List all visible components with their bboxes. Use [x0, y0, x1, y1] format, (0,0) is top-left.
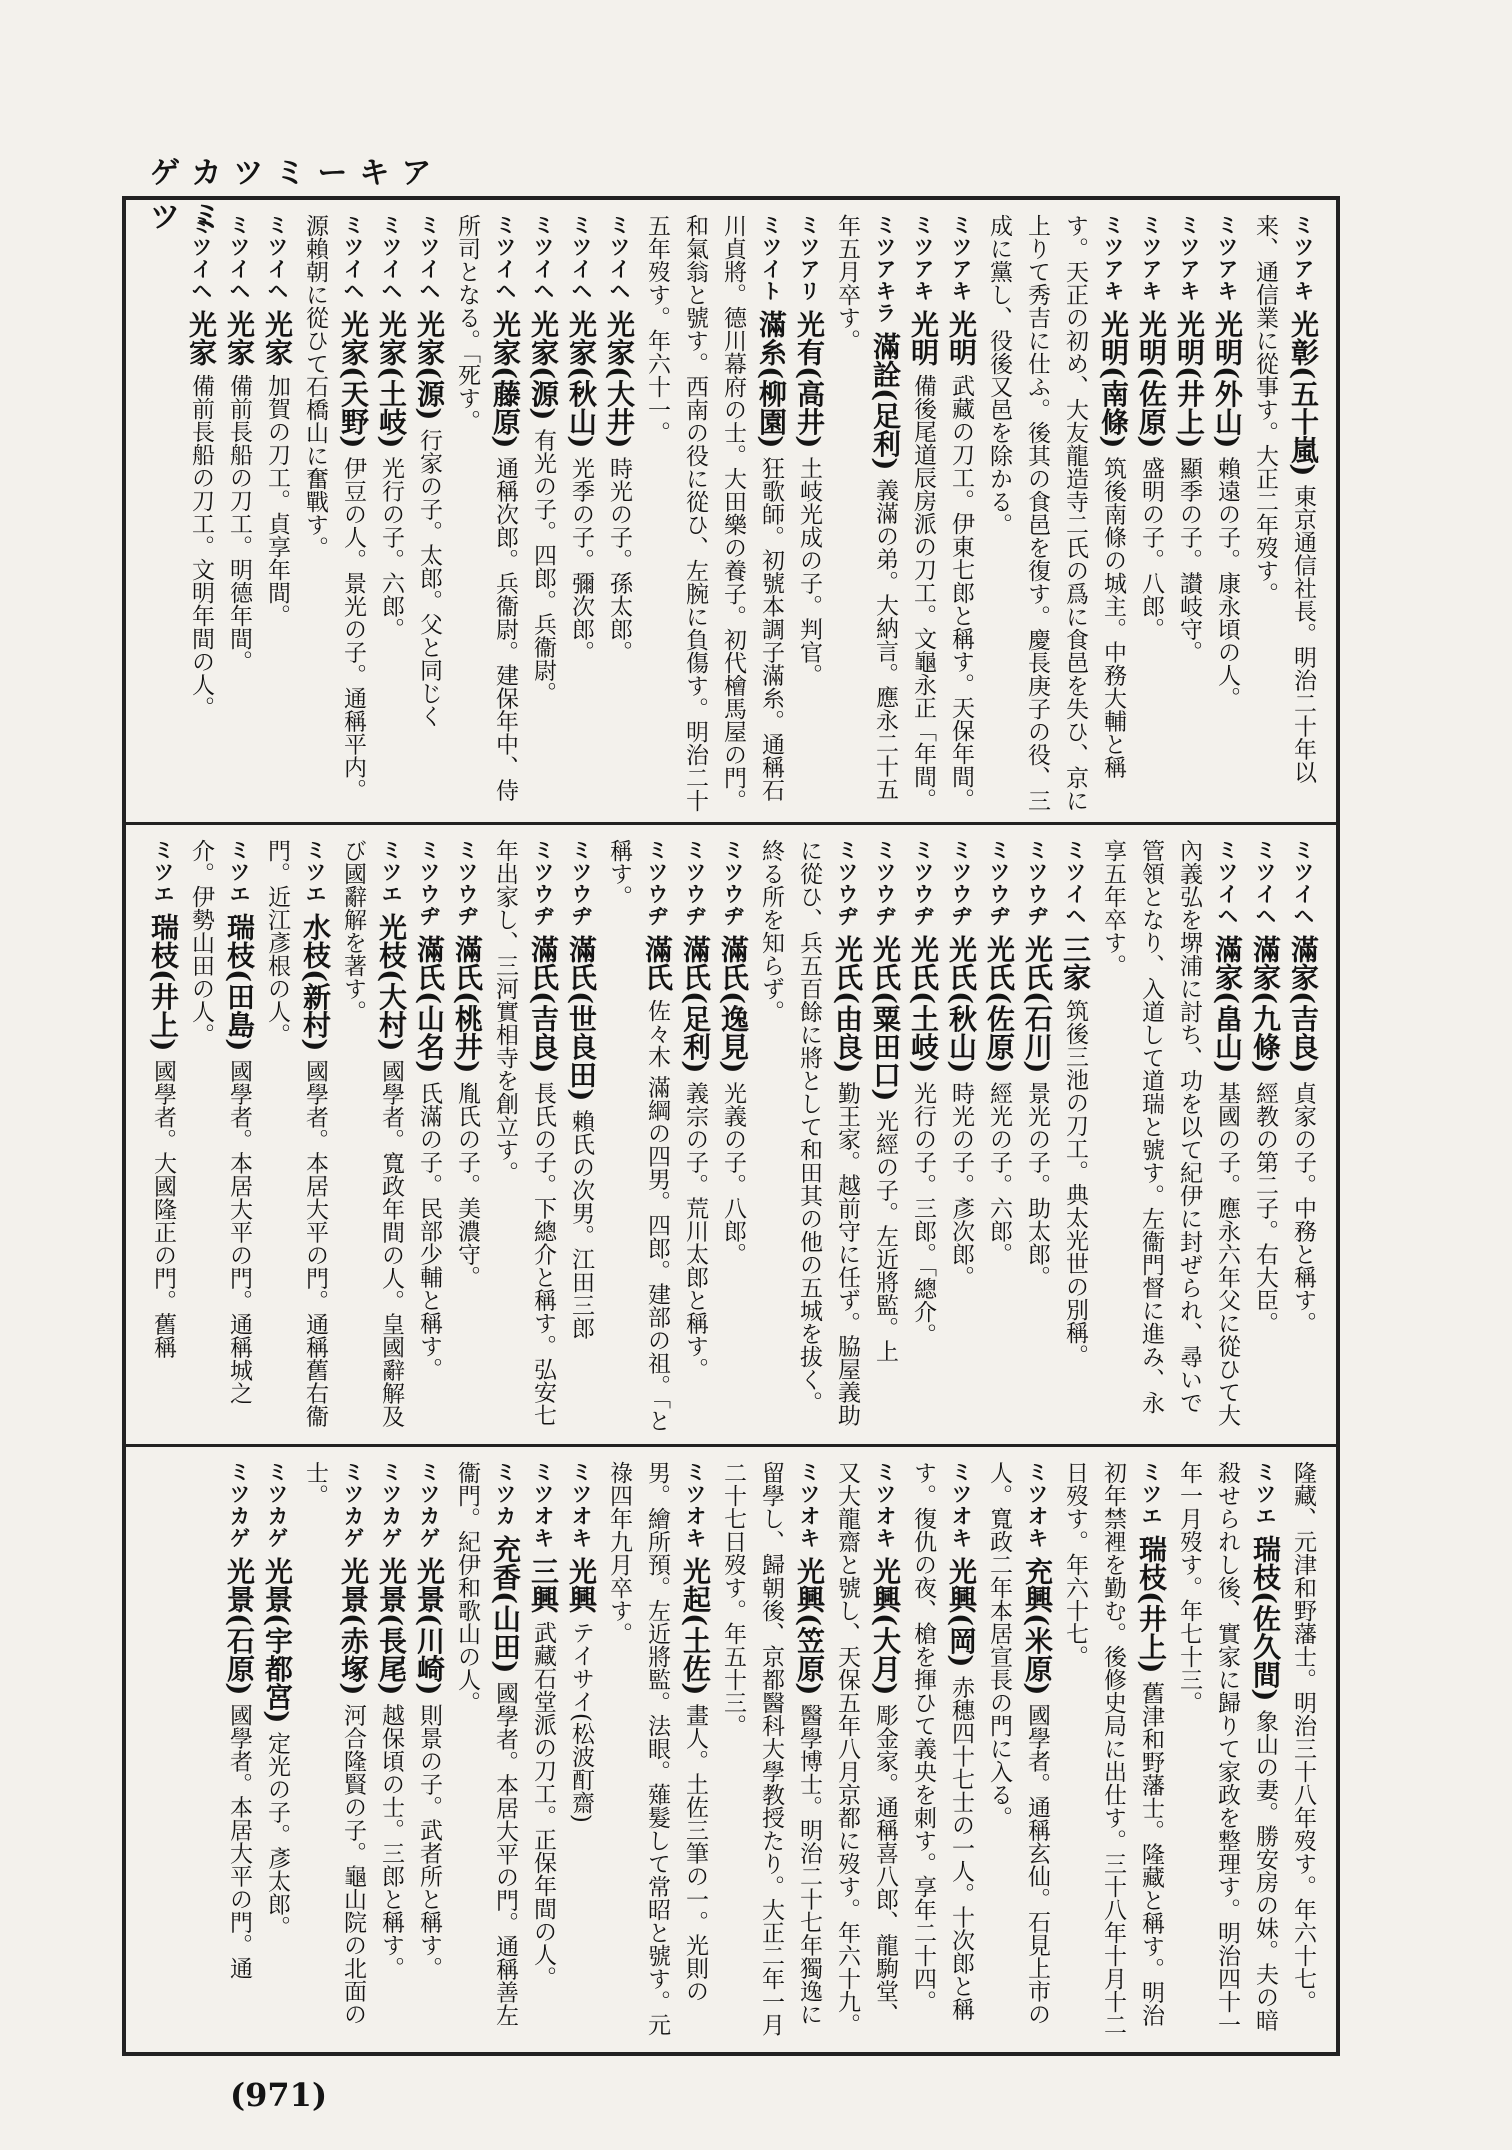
entry-reading: ミツウヂ	[417, 839, 441, 927]
entry-headword: 滿氏	[641, 934, 674, 991]
dictionary-entry	[1094, 839, 1246, 1434]
entry-description: テイサイ(松波酊齋)	[568, 1620, 594, 1823]
dictionary-entry	[562, 214, 600, 812]
entry-headword: 光彰(五十嵐)	[1287, 309, 1320, 477]
entry-reading: ミツイヘ	[341, 214, 365, 302]
dictionary-entry	[714, 839, 752, 1434]
entry-headword: 光景(石原)	[223, 1556, 256, 1696]
entry-description: 彫金家。通稱喜八郎、龍駒堂、又大龍齋と號し、天保五年八月京都に歿す。年六十九。	[834, 1461, 898, 2036]
upper-band	[126, 200, 1336, 822]
dictionary-entry	[182, 839, 258, 1434]
entry-description: 光經の子。左近將監。上	[872, 1109, 898, 1363]
entry-headword: 滿氏(足利)	[679, 934, 712, 1074]
dictionary-entry	[1170, 1461, 1284, 2046]
entry-reading: ミツウヂ	[835, 839, 859, 927]
dictionary-entry	[410, 1461, 448, 2046]
dictionary-entry	[1284, 1461, 1322, 2046]
dictionary-entry	[296, 214, 372, 812]
dictionary-entry	[1056, 839, 1094, 1434]
entry-description: 備前長船の刀工。明德年間。	[226, 373, 252, 673]
entry-reading: ミツアキラ	[873, 214, 897, 324]
entry-description: 光行の子。三郎。「總介。	[910, 1081, 936, 1346]
entry-headword: 光家(源)	[413, 309, 446, 421]
entry-reading: ミツイヘ	[1291, 839, 1315, 927]
entry-description: 氏滿の子。民部少輔と稱す。	[416, 1081, 442, 1381]
entry-description: 國學者。本居大平の門。通稱舊右衞門。近江彥根の人。	[264, 839, 328, 1428]
entry-reading: ミツウヂ	[531, 839, 555, 927]
entry-reading: ミツオキ	[531, 1461, 555, 1549]
entry-description: 光義の子。八郎。	[720, 1081, 746, 1266]
entry-headword: 光興(岡)	[945, 1556, 978, 1668]
dictionary-entry	[828, 214, 904, 812]
band-columns	[136, 839, 1322, 1434]
entry-reading: ミツオキ	[569, 1461, 593, 1549]
dictionary-page-frame	[122, 196, 1340, 2056]
entry-description: 國學者。寬政年間の人。皇國辭解及び國辭解を著す。	[340, 839, 404, 1428]
entry-reading: ミツアキ	[911, 214, 935, 302]
entry-reading: ミツイヘ	[1253, 839, 1277, 927]
entry-description: 筑後南條の城主。中務大輔と稱す。天正の初め、大友龍造寺二氏の爲に食邑を失ひ、京に上りて秀吉に仕ふ。後其の食邑を復す。慶長庚子の役、三成に黨し、役後又邑を除かる。	[986, 214, 1126, 812]
dictionary-entry	[220, 214, 258, 812]
entry-description: 經教の第二子。右大臣。	[1252, 1081, 1278, 1335]
entry-headword: 滿家(吉良)	[1287, 934, 1320, 1074]
entry-reading: ミツエ	[303, 839, 327, 905]
entry-reading: ミツオキ	[873, 1461, 897, 1549]
entry-headword: 光家(藤原)	[489, 309, 522, 449]
entry-headword: 水枝(新村)	[299, 912, 332, 1052]
entry-headword: 瑞枝(田島)	[223, 912, 256, 1052]
entry-description: 武藏石堂派の刀工。正保年間の人。	[530, 1620, 556, 1989]
entry-reading: ミツエ	[379, 839, 403, 905]
entry-description: 備後尾道辰房派の刀工。文龜永正「年間。	[910, 373, 936, 811]
dictionary-entry	[524, 1461, 562, 2046]
entry-headword: 光明(南條)	[1097, 309, 1130, 449]
dictionary-entry	[904, 1461, 980, 2046]
entry-reading: ミツアキ	[1139, 214, 1163, 302]
dictionary-entry	[638, 214, 790, 812]
entry-reading: ミツイヘ	[493, 214, 517, 302]
entry-headword: 瑞枝(井上)	[147, 912, 180, 1052]
lower-band	[126, 1444, 1336, 2056]
entry-description: 赤穗四十七士の一人。十次郎と稱す。復仇の夜、槍を揮ひて義央を刺す。享年二十四。	[910, 1461, 974, 2021]
dictionary-entry	[600, 839, 676, 1434]
entry-headword: 光起(土佐)	[679, 1556, 712, 1696]
dictionary-entry	[1132, 214, 1170, 812]
dictionary-entry	[866, 839, 904, 1434]
entry-reading: ミツイヘ	[607, 214, 631, 302]
entry-headword: 三興	[527, 1556, 560, 1613]
entry-reading: ミツウヂ	[949, 839, 973, 927]
dictionary-entry	[220, 1461, 258, 2046]
dictionary-entry	[258, 839, 334, 1434]
dictionary-entry	[258, 214, 296, 812]
entry-description: 定光の子。彥太郎。	[264, 1731, 290, 1939]
entry-reading: ミツカ	[493, 1461, 517, 1527]
dictionary-entry	[600, 1461, 714, 2046]
entry-description: 景光の子。助太郎。	[1024, 1081, 1050, 1289]
dictionary-entry	[296, 1461, 372, 2046]
entry-description: 武藏の刀工。伊東七郎と稱す。天保年間。	[948, 373, 974, 811]
entry-description: 長氏の子。下總介と稱す。弘安七年出家し、三河實相寺を創立す。	[492, 839, 556, 1427]
entry-description: 國學者。本居大平の門。通	[226, 1703, 252, 1980]
dictionary-entry	[1170, 214, 1208, 812]
entry-headword: 光明	[907, 309, 940, 366]
dictionary-entry	[828, 1461, 904, 2046]
entry-reading: ミツオキ	[949, 1461, 973, 1549]
running-head: ゲカツミーキアツミ	[150, 156, 444, 235]
entry-description: 光行の子。六郎。	[378, 456, 404, 641]
entry-headword: 光氏(由良)	[831, 934, 864, 1074]
entry-headword: 光家	[185, 309, 218, 366]
entry-description: 國學者。本居大平の門。通稱城之介。伊勢山田の人。	[188, 839, 252, 1405]
dictionary-entry	[904, 839, 942, 1434]
band-columns	[136, 1461, 1322, 2046]
entry-reading: ミツウヂ	[721, 839, 745, 927]
dictionary-entry	[410, 214, 448, 812]
entry-description: 光季の子。彌次郎。	[568, 456, 594, 664]
entry-description: 勤王家。越前守に任ず。脇屋義助に從ひ、兵五百餘に將として和田其の他の五城を拔く。終る所を知らず。	[758, 839, 860, 1427]
entry-headword: 滿家(九條)	[1249, 934, 1282, 1074]
entry-reading: ミツウヂ	[569, 839, 593, 927]
entry-headword: 光明(井上)	[1173, 309, 1206, 449]
middle-band	[126, 822, 1336, 1444]
dictionary-entry	[714, 1461, 828, 2046]
entry-headword: 滿氏(逸見)	[717, 934, 750, 1074]
dictionary-entry	[334, 839, 410, 1434]
entry-reading: ミツイヘ	[531, 214, 555, 302]
entry-headword: 光家(大井)	[603, 309, 636, 449]
entry-description: 行家の子。太郎。父と同じく	[416, 428, 442, 728]
entry-description: 舊津和野藩士。隆藏と稱す。明治初年禁裡を勤む。後修史局に出仕す。三十八年十月十二日歿す。年六十七。	[1062, 1461, 1164, 2036]
entry-reading: ミツオキ	[1025, 1461, 1049, 1549]
entry-reading: ミツウヂ	[987, 839, 1011, 927]
entry-headword: 瑞枝(井上)	[1135, 1534, 1168, 1674]
dictionary-entry	[904, 214, 942, 812]
entry-description: 則景の子。武者所と稱す。	[416, 1703, 442, 1980]
entry-headword: 充興(米原)	[1021, 1556, 1054, 1696]
entry-reading: ミツイト	[759, 214, 783, 302]
entry-description: 國學者。大國隆正の門。舊稱	[150, 1059, 176, 1359]
entry-reading: ミツアキ	[1215, 214, 1239, 302]
entry-description: 加賀の刀工。貞享年間。	[264, 373, 290, 627]
entry-reading: ミツアキ	[1177, 214, 1201, 302]
entry-headword: 光氏(土岐)	[907, 934, 940, 1074]
entry-description: 象山の妻。勝安房の妹。夫の暗殺せられし後、實家に歸りて家政を整理す。明治四十一年一月歿す。年七十三。	[1176, 1461, 1278, 2036]
entry-headword: 滿氏(桃井)	[451, 934, 484, 1074]
entry-reading: ミツイヘ	[1215, 839, 1239, 927]
entry-headword: 三家	[1059, 934, 1092, 991]
entry-headword: 光明	[945, 309, 978, 366]
entry-headword: 光氏(粟田口)	[869, 934, 902, 1102]
dictionary-entry	[790, 214, 828, 812]
entry-description: 時光の子。孫太郎。	[606, 456, 632, 664]
dictionary-entry	[258, 1461, 296, 2046]
entry-description: 越保頃の士。三郎と稱す。	[378, 1703, 404, 1980]
entry-reading: ミツオキ	[683, 1461, 707, 1549]
entry-description: 通稱次郎。兵衞尉。建保年中、侍所司となる。「死す。	[454, 214, 518, 802]
entry-headword: 光家(秋山)	[565, 309, 598, 449]
entry-headword: 光興(大月)	[869, 1556, 902, 1696]
entry-reading: ミツカゲ	[265, 1461, 289, 1549]
entry-description: 畫人。土佐三筆の一。光則の男。繪所預。左近將監。法眼。薙髮して常昭と號す。元祿四年九月卒す。	[606, 1461, 708, 2036]
entry-reading: ミツアリ	[797, 214, 821, 302]
entry-headword: 光家(源)	[527, 309, 560, 421]
entry-description: 顯季の子。讃岐守。	[1176, 456, 1202, 664]
entry-reading: ミツエ	[1253, 1461, 1277, 1527]
dictionary-entry	[562, 839, 600, 1434]
entry-description: 時光の子。彥次郎。	[948, 1081, 974, 1289]
entry-headword: 光家	[223, 309, 256, 366]
entry-description: 貞家の子。中務と稱す。	[1290, 1081, 1316, 1335]
entry-description: 伊豆の人。景光の子。通稱平内。源賴朝に從ひて石橋山に奮戰す。	[302, 214, 366, 802]
entry-headword: 光氏(秋山)	[945, 934, 978, 1074]
entry-description: 備前長船の刀工。文明年間の人。	[188, 373, 214, 719]
entry-description: 東京通信社長。明治二十年以来、通信業に從事す。大正二年歿す。	[1252, 214, 1316, 784]
entry-description: 筑後三池の刀工。典太光世の別稱。	[1062, 998, 1088, 1367]
entry-headword: 光家(土岐)	[375, 309, 408, 449]
entry-reading: ミツウヂ	[1025, 839, 1049, 927]
dictionary-entry	[486, 839, 562, 1434]
entry-reading: ミツイヘ	[417, 214, 441, 302]
entry-reading: ミツエ	[151, 839, 175, 905]
entry-description: 經光の子。六郎。	[986, 1081, 1012, 1266]
entry-headword: 滿氏(世良田)	[565, 934, 598, 1102]
page-number: (971)	[230, 2076, 328, 2114]
entry-reading: ミツエ	[1139, 1461, 1163, 1527]
entry-headword: 光明(外山)	[1211, 309, 1244, 449]
dictionary-entry	[524, 214, 562, 812]
entry-description: 賴氏の次男。江田三郎	[568, 1109, 594, 1340]
entry-reading: ミツウヂ	[455, 839, 479, 927]
entry-reading: ミツカゲ	[341, 1461, 365, 1549]
entry-headword: 充香(山田)	[489, 1534, 522, 1674]
dictionary-entry	[144, 839, 182, 1434]
entry-headword: 光興	[565, 1556, 598, 1613]
dictionary-entry	[448, 214, 524, 812]
entry-headword: 光氏(佐原)	[983, 934, 1016, 1074]
dictionary-entry	[1246, 839, 1284, 1434]
entry-description: 狂歌師。初號本調子滿糸。通稱石川貞將。德川幕府の士。大田樂の養子。初代檜馬屋の門。和氣翁と號す。西南の役に從ひ、左腕に負傷す。明治二十五年歿す。年六十一。	[644, 214, 784, 812]
dictionary-entry	[372, 214, 410, 812]
dictionary-entry	[980, 214, 1132, 812]
dictionary-entry	[448, 1461, 524, 2046]
entry-reading: ミツアキ	[1101, 214, 1125, 302]
entry-description: 盛明の子。八郎。	[1138, 456, 1164, 641]
dictionary-entry	[600, 214, 638, 812]
entry-reading: ミツオキ	[797, 1461, 821, 1549]
entry-headword: 光景(宇都宮)	[261, 1556, 294, 1724]
entry-description: 有光の子。四郎。兵衞尉。	[530, 428, 556, 705]
entry-reading: ミツイヘ	[227, 214, 251, 302]
entry-headword: 滿家(畠山)	[1211, 934, 1244, 1074]
entry-description: 國學者。通稱玄仙。石見上市の人。寬政二年本居宣長の門に入る。	[986, 1461, 1050, 2026]
entry-headword: 光景(川崎)	[413, 1556, 446, 1696]
dictionary-entry	[1056, 1461, 1170, 2046]
entry-headword: 光有(高井)	[793, 309, 826, 449]
band-columns	[136, 214, 1322, 812]
entry-headword: 滿糸(柳園)	[755, 309, 788, 449]
entry-reading: ミツイヘ	[569, 214, 593, 302]
entry-description: 醫學博士。明治二十七年獨逸に留學し、歸朝後、京都醫科大學教授たり。大正二年一月二十七日歿す。年五十三。	[720, 1461, 822, 2036]
dictionary-entry	[1208, 214, 1246, 812]
entry-headword: 光景(長尾)	[375, 1556, 408, 1696]
entry-headword: 光明(佐原)	[1135, 309, 1168, 449]
entry-reading: ミツエ	[227, 839, 251, 905]
dictionary-entry	[980, 1461, 1056, 2046]
entry-reading: ミツウヂ	[645, 839, 669, 927]
entry-description: 基國の子。應永六年父に從ひて大內義弘を堺浦に討ち、功を以て紀伊に封ぜられ、尋いで管領となり、入道して道瑞と號す。左衞門督に進み、永享五年卒す。	[1100, 839, 1240, 1427]
entry-reading: ミツイヘ	[1063, 839, 1087, 927]
dictionary-entry	[752, 839, 866, 1434]
entry-reading: ミツイヘ	[379, 214, 403, 302]
dictionary-entry	[942, 214, 980, 812]
entry-headword: 滿氏(山名)	[413, 934, 446, 1074]
dictionary-entry	[942, 839, 980, 1434]
entry-headword: 光枝(大村)	[375, 912, 408, 1052]
entry-headword: 瑞枝(佐久間)	[1249, 1534, 1282, 1702]
entry-reading: ミツアキ	[949, 214, 973, 302]
dictionary-entry	[182, 214, 220, 812]
entry-description: 胤氏の子。美濃守。	[454, 1081, 480, 1289]
entry-reading: ミツカゲ	[379, 1461, 403, 1549]
entry-headword: 滿詮(足利)	[869, 331, 902, 471]
dictionary-entry	[1284, 839, 1322, 1434]
entry-reading: ミツウヂ	[683, 839, 707, 927]
dictionary-entry	[1246, 214, 1322, 812]
entry-headword: 光興(笠原)	[793, 1556, 826, 1696]
entry-reading: ミツウヂ	[911, 839, 935, 927]
entry-headword: 光景(赤塚)	[337, 1556, 370, 1696]
dictionary-entry	[676, 839, 714, 1434]
entry-headword: 滿氏(吉良)	[527, 934, 560, 1074]
entry-reading: ミツイヘ	[189, 214, 213, 302]
entry-description: 河合隆賢の子。龜山院の北面の士。	[302, 1461, 366, 2026]
entry-headword: 光氏(石川)	[1021, 934, 1054, 1074]
entry-headword: 光家	[261, 309, 294, 366]
dictionary-entry	[562, 1461, 600, 2046]
entry-reading: ミツアキ	[1291, 214, 1315, 302]
entry-description: 義宗の子。荒川太郎と稱す。	[682, 1081, 708, 1381]
dictionary-entry	[448, 839, 486, 1434]
entry-description: 隆藏、元津和野藩士。明治三十八年歿す。年六十七。	[1290, 1461, 1316, 2013]
entry-description: 義滿の弟。大納言。應永二十五年五月卒す。	[834, 214, 898, 801]
dictionary-entry	[372, 1461, 410, 2046]
dictionary-entry	[980, 839, 1018, 1434]
entry-description: 國學者。本居大平の門。通稱善左衞門。紀伊和歌山の人。	[454, 1461, 518, 2027]
entry-description: 佐々木 滿綱の四男。四郎。建部の祖。「と稱す。	[606, 839, 670, 1432]
entry-description: 土岐光成の子。判官。	[796, 456, 822, 687]
entry-reading: ミツウヂ	[873, 839, 897, 927]
entry-description: 賴遠の子。康永頃の人。	[1214, 456, 1240, 710]
dictionary-entry	[1018, 839, 1056, 1434]
entry-reading: ミツカゲ	[417, 1461, 441, 1549]
dictionary-entry	[410, 839, 448, 1434]
entry-reading: ミツカゲ	[227, 1461, 251, 1549]
entry-reading: ミツイヘ	[265, 214, 289, 302]
entry-headword: 光家(天野)	[337, 309, 370, 449]
